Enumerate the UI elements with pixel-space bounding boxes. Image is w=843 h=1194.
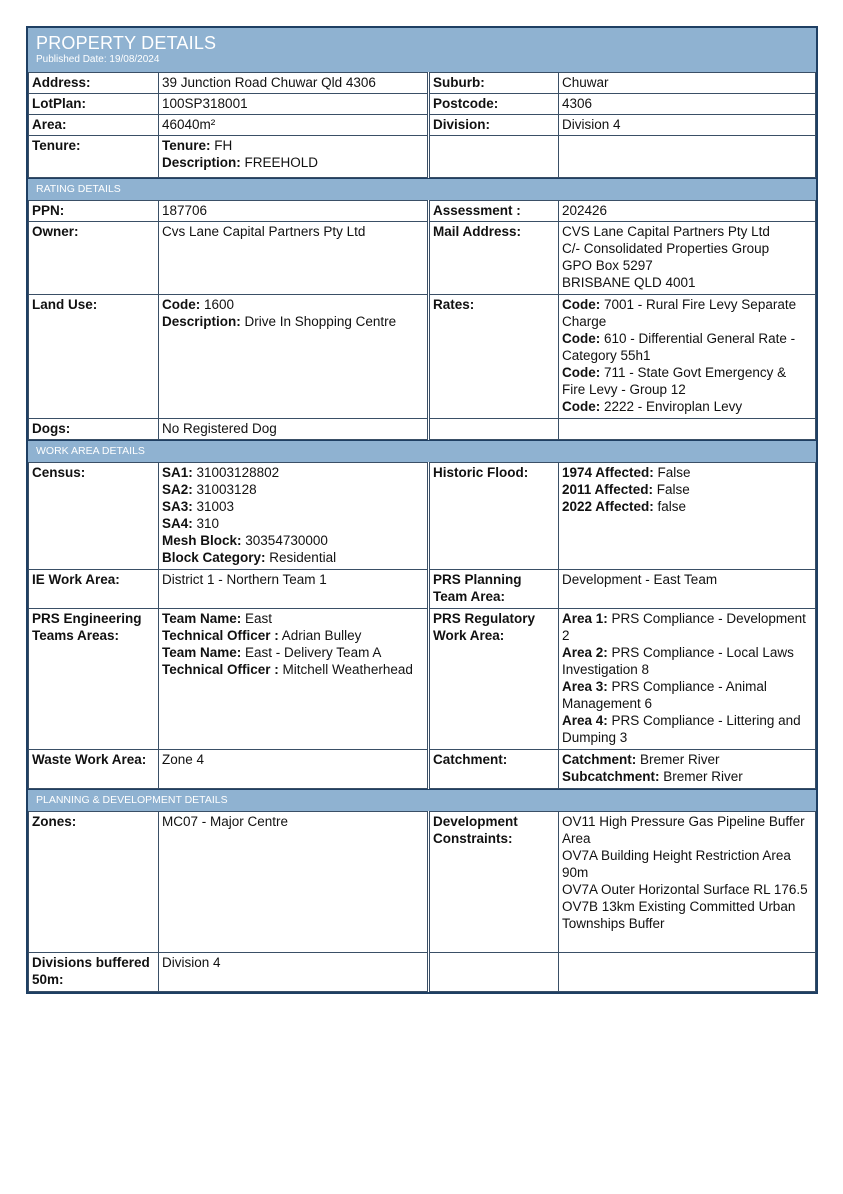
postcode-value: 4306 — [559, 94, 816, 115]
division-value: Division 4 — [559, 115, 816, 136]
constraint-item: OV7A Outer Horizontal Surface RL 176.5 — [562, 882, 808, 897]
officer-text: Adrian Bulley — [278, 628, 362, 643]
mail-line: CVS Lane Capital Partners Pty Ltd — [562, 224, 770, 239]
table-row — [29, 136, 816, 178]
team-key: Team Name: — [162, 611, 242, 626]
work-table — [28, 462, 816, 789]
rate-text: 610 - Differential General Rate - Category 55h1 — [562, 331, 796, 363]
rate-key: Code: — [562, 399, 601, 414]
census-key: Mesh Block: — [162, 533, 242, 548]
mail-line: BRISBANE QLD 4001 — [562, 275, 696, 290]
area-text: PRS Compliance - Littering and Dumping 3 — [562, 713, 801, 745]
landuse-code-text: 1600 — [200, 297, 235, 312]
tenure-label: Tenure: — [29, 136, 159, 178]
census-text: Residential — [265, 550, 337, 565]
table-row — [29, 222, 816, 295]
census-key: SA2: — [162, 482, 193, 497]
empty-cell — [559, 953, 816, 992]
area-key: Area 2: — [562, 645, 608, 660]
section-work-area: WORK AREA DETAILS — [28, 440, 816, 462]
prs-planning-value: Development - East Team — [559, 570, 816, 609]
census-text: 31003 — [192, 499, 235, 514]
assessment-label: Assessment : — [429, 201, 559, 222]
description-text: FREEHOLD — [240, 155, 319, 170]
flood-value — [559, 463, 816, 570]
table-row — [29, 73, 816, 94]
dogs-value: No Registered Dog — [159, 419, 429, 440]
ppn-label: PPN: — [29, 201, 159, 222]
area-label: Area: — [29, 115, 159, 136]
waste-work-area-value: Zone 4 — [159, 750, 429, 789]
table-row — [29, 609, 816, 750]
table-row — [29, 812, 816, 953]
area-key: Area 4: — [562, 713, 608, 728]
empty-cell — [559, 419, 816, 440]
table-row — [29, 201, 816, 222]
area-text: PRS Compliance - Development 2 — [562, 611, 806, 643]
assessment-value: 202426 — [559, 201, 816, 222]
empty-cell — [429, 419, 559, 440]
prs-regulatory-label: PRS Regulatory Work Area: — [429, 609, 559, 750]
catchment-label: Catchment: — [429, 750, 559, 789]
census-label: Census: — [29, 463, 159, 570]
census-value — [159, 463, 429, 570]
section-planning: PLANNING & DEVELOPMENT DETAILS — [28, 789, 816, 811]
subcatchment-key: Subcatchment: — [562, 769, 660, 784]
flood-text: False — [653, 482, 690, 497]
prs-planning-label: PRS Planning Team Area: — [429, 570, 559, 609]
tenure-value — [159, 136, 429, 178]
census-key: SA1: — [162, 465, 193, 480]
rate-key: Code: — [562, 365, 601, 380]
census-key: Block Category: — [162, 550, 266, 565]
officer-key: Technical Officer : — [162, 628, 279, 643]
landuse-desc-text: Drive In Shopping Centre — [240, 314, 397, 329]
suburb-value: Chuwar — [559, 73, 816, 94]
title-band — [28, 28, 816, 72]
empty-cell — [559, 136, 816, 178]
rating-table — [28, 200, 816, 440]
postcode-label: Postcode: — [429, 94, 559, 115]
landuse-label: Land Use: — [29, 295, 159, 419]
flood-key: 2022 Affected: — [562, 499, 654, 514]
constraint-item: OV11 High Pressure Gas Pipeline Buffer Area — [562, 814, 805, 846]
published-date: Published Date: 19/08/2024 — [36, 54, 160, 65]
lotplan-value: 100SP318001 — [159, 94, 429, 115]
constraints-value — [559, 812, 816, 953]
flood-text: False — [653, 465, 691, 480]
empty-cell — [429, 136, 559, 178]
table-row — [29, 115, 816, 136]
table-row — [29, 570, 816, 609]
tenure-key: Tenure: — [162, 138, 211, 153]
catchment-text: Bremer River — [636, 752, 720, 767]
planning-table — [28, 811, 816, 992]
team-text: East - Delivery Team A — [241, 645, 382, 660]
constraint-item: OV7B 13km Existing Committed Urban Townships Buffer — [562, 899, 796, 931]
table-row — [29, 750, 816, 789]
property-table — [28, 72, 816, 178]
empty-cell — [429, 953, 559, 992]
prs-engineering-label: PRS Engineering Teams Areas: — [29, 609, 159, 750]
ie-work-area-value: District 1 - Northern Team 1 — [159, 570, 429, 609]
address-label: Address: — [29, 73, 159, 94]
prs-regulatory-value — [559, 609, 816, 750]
area-key: Area 3: — [562, 679, 608, 694]
flood-key: 2011 Affected: — [562, 482, 654, 497]
owner-label: Owner: — [29, 222, 159, 295]
rate-text: 2222 - Enviroplan Levy — [600, 399, 743, 414]
prs-engineering-value — [159, 609, 429, 750]
description-key: Description: — [162, 155, 241, 170]
census-text: 31003128 — [192, 482, 257, 497]
mail-label: Mail Address: — [429, 222, 559, 295]
property-report — [26, 26, 818, 994]
landuse-desc-key: Description: — [162, 314, 241, 329]
ppn-value: 187706 — [159, 201, 429, 222]
table-row — [29, 94, 816, 115]
constraints-label: Development Constraints: — [429, 812, 559, 953]
census-text: 31003128802 — [192, 465, 280, 480]
table-row — [29, 953, 816, 992]
mail-line: GPO Box 5297 — [562, 258, 653, 273]
census-text: 30354730000 — [241, 533, 328, 548]
officer-key: Technical Officer : — [162, 662, 279, 677]
address-value: 39 Junction Road Chuwar Qld 4306 — [159, 73, 429, 94]
section-rating: RATING DETAILS — [28, 178, 816, 200]
area-key: Area 1: — [562, 611, 608, 626]
flood-label: Historic Flood: — [429, 463, 559, 570]
division-label: Division: — [429, 115, 559, 136]
catchment-value — [559, 750, 816, 789]
table-row — [29, 463, 816, 570]
landuse-code-key: Code: — [162, 297, 201, 312]
rate-key: Code: — [562, 331, 601, 346]
catchment-key: Catchment: — [562, 752, 637, 767]
flood-key: 1974 Affected: — [562, 465, 654, 480]
divisions-buffered-value: Division 4 — [159, 953, 429, 992]
dogs-label: Dogs: — [29, 419, 159, 440]
zones-label: Zones: — [29, 812, 159, 953]
area-text: PRS Compliance - Local Laws Investigation 8 — [562, 645, 794, 677]
waste-work-area-label: Waste Work Area: — [29, 750, 159, 789]
rate-text: 7001 - Rural Fire Levy Separate Charge — [562, 297, 797, 329]
mail-line: C/- Consolidated Properties Group — [562, 241, 770, 256]
table-row — [29, 419, 816, 440]
ie-work-area-label: IE Work Area: — [29, 570, 159, 609]
divisions-buffered-label: Divisions buffered 50m: — [29, 953, 159, 992]
suburb-label: Suburb: — [429, 73, 559, 94]
mail-value — [559, 222, 816, 295]
census-key: SA4: — [162, 516, 193, 531]
subcatchment-text: Bremer River — [659, 769, 743, 784]
area-text: PRS Compliance - Animal Management 6 — [562, 679, 767, 711]
constraint-item: OV7A Building Height Restriction Area 90m — [562, 848, 791, 880]
rate-text: 711 - State Govt Emergency & Fire Levy - Group 12 — [562, 365, 787, 397]
officer-text: Mitchell Weatherhead — [278, 662, 413, 677]
lotplan-label: LotPlan: — [29, 94, 159, 115]
team-text: East — [241, 611, 273, 626]
rates-value — [559, 295, 816, 419]
landuse-value — [159, 295, 429, 419]
page-title: PROPERTY DETAILS — [36, 33, 217, 53]
flood-text: false — [653, 499, 687, 514]
census-text: 310 — [192, 516, 220, 531]
tenure-text: FH — [210, 138, 233, 153]
zones-value: MC07 - Major Centre — [159, 812, 429, 953]
census-key: SA3: — [162, 499, 193, 514]
owner-value: Cvs Lane Capital Partners Pty Ltd — [159, 222, 429, 295]
rates-label: Rates: — [429, 295, 559, 419]
area-value: 46040m² — [159, 115, 429, 136]
rate-key: Code: — [562, 297, 601, 312]
table-row — [29, 295, 816, 419]
team-key: Team Name: — [162, 645, 242, 660]
